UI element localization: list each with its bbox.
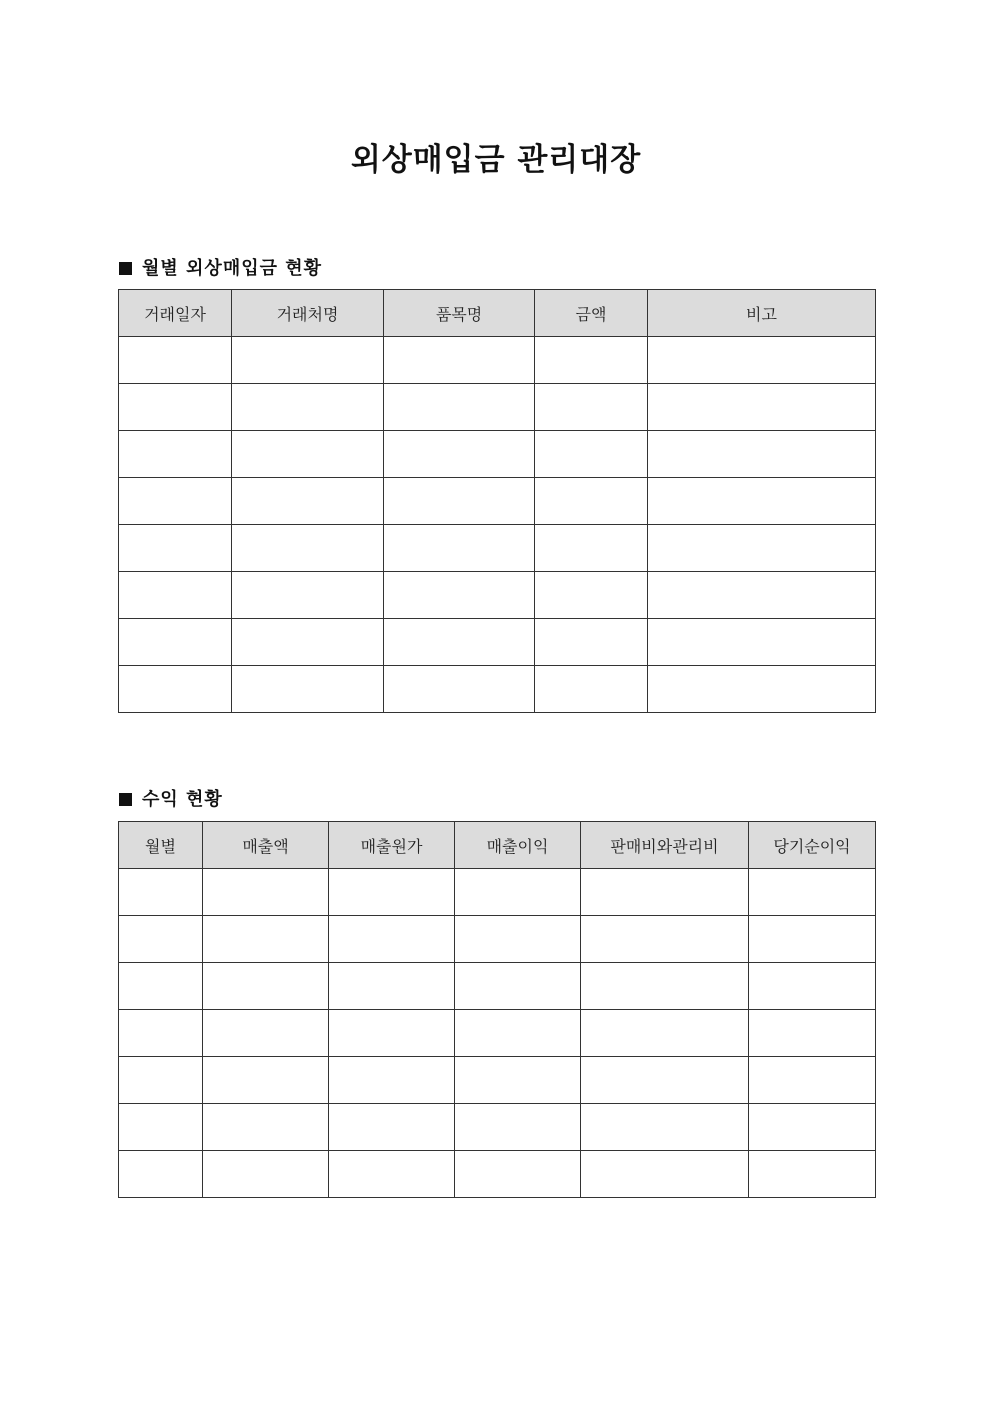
table-cell[interactable] <box>749 1104 876 1151</box>
purchase-section-heading-text: 월별 외상매입금 현황 <box>142 258 323 279</box>
table-cell[interactable] <box>648 666 876 713</box>
column-header-cost-of-sales: 매출원가 <box>329 822 455 869</box>
table-cell[interactable] <box>119 337 232 384</box>
purchase-table-row <box>119 337 876 384</box>
profit-table-row <box>119 916 876 963</box>
table-cell[interactable] <box>119 1010 203 1057</box>
table-cell[interactable] <box>535 572 648 619</box>
table-cell[interactable] <box>648 619 876 666</box>
purchase-table-row <box>119 431 876 478</box>
table-cell[interactable] <box>455 1151 581 1198</box>
table-cell[interactable] <box>648 572 876 619</box>
table-cell[interactable] <box>535 431 648 478</box>
profit-table-row <box>119 1057 876 1104</box>
profit-table <box>118 821 876 1198</box>
table-cell[interactable] <box>749 1010 876 1057</box>
table-cell[interactable] <box>455 1057 581 1104</box>
table-cell[interactable] <box>384 337 535 384</box>
table-cell[interactable] <box>119 384 232 431</box>
table-cell[interactable] <box>329 1057 455 1104</box>
profit-table-row <box>119 963 876 1010</box>
table-cell[interactable] <box>119 431 232 478</box>
table-cell[interactable] <box>581 1057 749 1104</box>
table-cell[interactable] <box>203 1151 329 1198</box>
table-cell[interactable] <box>232 666 384 713</box>
purchase-table-row <box>119 478 876 525</box>
table-cell[interactable] <box>648 384 876 431</box>
column-header-remarks: 비고 <box>648 290 876 337</box>
purchase-table-row <box>119 572 876 619</box>
table-cell[interactable] <box>455 1010 581 1057</box>
table-cell[interactable] <box>455 869 581 916</box>
table-cell[interactable] <box>232 478 384 525</box>
column-header-transaction-date: 거래일자 <box>119 290 232 337</box>
table-cell[interactable] <box>581 916 749 963</box>
table-cell[interactable] <box>535 525 648 572</box>
table-cell[interactable] <box>581 1010 749 1057</box>
purchase-table-row <box>119 666 876 713</box>
column-header-item-name: 품목명 <box>384 290 535 337</box>
column-header-sales: 매출액 <box>203 822 329 869</box>
table-cell[interactable] <box>329 916 455 963</box>
table-cell[interactable] <box>119 666 232 713</box>
table-cell[interactable] <box>329 869 455 916</box>
square-bullet-icon <box>119 793 132 806</box>
table-cell[interactable] <box>384 431 535 478</box>
table-cell[interactable] <box>119 1104 203 1151</box>
table-cell[interactable] <box>384 572 535 619</box>
table-cell[interactable] <box>203 869 329 916</box>
table-cell[interactable] <box>232 525 384 572</box>
table-cell[interactable] <box>749 869 876 916</box>
table-cell[interactable] <box>535 619 648 666</box>
table-cell[interactable] <box>749 1151 876 1198</box>
purchase-section-heading <box>119 254 322 280</box>
table-cell[interactable] <box>119 572 232 619</box>
table-cell[interactable] <box>119 963 203 1010</box>
table-cell[interactable] <box>648 337 876 384</box>
table-cell[interactable] <box>329 1104 455 1151</box>
table-cell[interactable] <box>455 916 581 963</box>
table-cell[interactable] <box>329 1151 455 1198</box>
square-bullet-icon <box>119 262 132 275</box>
table-cell[interactable] <box>581 1104 749 1151</box>
table-cell[interactable] <box>119 525 232 572</box>
table-cell[interactable] <box>648 431 876 478</box>
table-cell[interactable] <box>203 1057 329 1104</box>
column-header-sga-expenses: 판매비와관리비 <box>581 822 749 869</box>
page-title: 외상매입금 관리대장 <box>350 142 642 178</box>
table-cell[interactable] <box>384 619 535 666</box>
purchase-table-row <box>119 619 876 666</box>
table-cell[interactable] <box>119 619 232 666</box>
purchase-table-row <box>119 384 876 431</box>
table-cell[interactable] <box>119 1057 203 1104</box>
table-cell[interactable] <box>749 963 876 1010</box>
purchase-table <box>118 289 876 713</box>
profit-table-row <box>119 1104 876 1151</box>
table-cell[interactable] <box>749 916 876 963</box>
profit-table-row <box>119 869 876 916</box>
table-cell[interactable] <box>329 963 455 1010</box>
purchase-table-row <box>119 525 876 572</box>
table-cell[interactable] <box>384 478 535 525</box>
column-header-vendor-name: 거래처명 <box>232 290 384 337</box>
table-cell[interactable] <box>535 666 648 713</box>
table-cell[interactable] <box>119 916 203 963</box>
table-cell[interactable] <box>581 963 749 1010</box>
table-cell[interactable] <box>203 916 329 963</box>
table-cell[interactable] <box>455 1104 581 1151</box>
profit-table-row <box>119 1151 876 1198</box>
table-cell[interactable] <box>232 431 384 478</box>
column-header-gross-profit: 매출이익 <box>455 822 581 869</box>
table-cell[interactable] <box>119 478 232 525</box>
table-cell[interactable] <box>119 1151 203 1198</box>
table-cell[interactable] <box>203 963 329 1010</box>
profit-table-header-row <box>119 822 876 869</box>
table-cell[interactable] <box>581 1151 749 1198</box>
table-cell[interactable] <box>384 525 535 572</box>
table-cell[interactable] <box>119 869 203 916</box>
profit-section-heading <box>119 785 223 811</box>
table-cell[interactable] <box>232 384 384 431</box>
table-cell[interactable] <box>535 478 648 525</box>
table-cell[interactable] <box>648 525 876 572</box>
table-cell[interactable] <box>232 337 384 384</box>
table-cell[interactable] <box>535 384 648 431</box>
table-cell[interactable] <box>455 963 581 1010</box>
table-cell[interactable] <box>384 666 535 713</box>
table-cell[interactable] <box>648 478 876 525</box>
table-cell[interactable] <box>581 869 749 916</box>
table-cell[interactable] <box>384 384 535 431</box>
table-cell[interactable] <box>535 337 648 384</box>
table-cell[interactable] <box>203 1010 329 1057</box>
table-cell[interactable] <box>232 619 384 666</box>
table-cell[interactable] <box>749 1057 876 1104</box>
table-cell[interactable] <box>329 1010 455 1057</box>
purchase-table-header-row <box>119 290 876 337</box>
table-cell[interactable] <box>232 572 384 619</box>
column-header-net-income: 당기순이익 <box>749 822 876 869</box>
profit-table-row <box>119 1010 876 1057</box>
profit-section-heading-text: 수익 현황 <box>142 789 223 810</box>
column-header-amount: 금액 <box>535 290 648 337</box>
column-header-month: 월별 <box>119 822 203 869</box>
table-cell[interactable] <box>203 1104 329 1151</box>
